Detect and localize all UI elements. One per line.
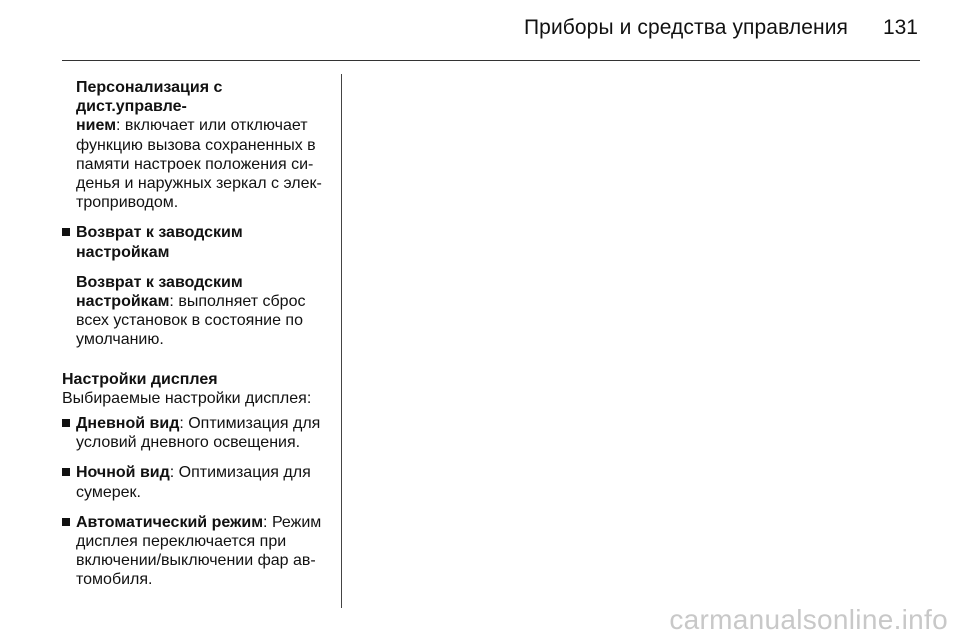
- term-text: настройкам: [76, 293, 170, 311]
- body-line: памяти настроек положения си-: [76, 155, 314, 173]
- bullet-square-icon: [62, 419, 70, 427]
- page-number: 131: [882, 16, 918, 39]
- body-line: денья и наружных зеркал с элек-: [76, 175, 322, 193]
- column-divider: [341, 74, 342, 608]
- bullet-item-auto-mode: [62, 513, 334, 590]
- bullet-item-day-view: [62, 414, 334, 452]
- body-line: включении/выключении фар ав-: [76, 552, 316, 570]
- body-line: всех установок в состояние по: [76, 312, 303, 330]
- body-line: томобиля.: [76, 571, 153, 589]
- watermark: carmanualsonline.info: [669, 604, 948, 635]
- body-text: : включает или отключает: [116, 117, 308, 135]
- bullet-item-factory-reset: [62, 223, 334, 261]
- section-intro: Выбираемые настройки дисплея:: [62, 389, 312, 407]
- body-text: : выполняет сброс: [169, 293, 306, 311]
- left-column: [62, 78, 334, 590]
- term-text: Возврат к заводским: [76, 273, 243, 291]
- body-line: условий дневного освещения.: [76, 434, 301, 452]
- body-line: троприводом.: [76, 194, 179, 212]
- bullet-label: Возврат к заводским настройкам: [76, 224, 243, 261]
- section-heading-display: Настройки дисплея: [62, 370, 218, 388]
- body-line: функцию вызова сохраненных в: [76, 136, 316, 154]
- term-text: Дневной вид: [76, 415, 180, 433]
- term-text: Персонализация с дист.управле-: [76, 79, 223, 116]
- bullet-square-icon: [62, 228, 70, 236]
- mirror-personalization-paragraph: [62, 78, 334, 212]
- header-title: Приборы и средства управления: [523, 16, 848, 39]
- bullet-square-icon: [62, 518, 70, 526]
- term-text: нием: [76, 117, 117, 135]
- body-text: : Оптимизация для: [169, 464, 311, 482]
- body-text: : Режим: [263, 513, 322, 531]
- body-line: сумерек.: [76, 483, 141, 501]
- bullet-item-night-view: [62, 463, 334, 501]
- bullet-square-icon: [62, 468, 70, 476]
- term-text: Автоматический режим: [76, 513, 264, 531]
- body-line: дисплея переключается при: [76, 533, 287, 551]
- factory-reset-paragraph: [62, 273, 334, 350]
- body-line: умолчанию.: [76, 331, 164, 349]
- term-text: Ночной вид: [76, 464, 170, 482]
- page-header: [62, 0, 920, 61]
- body-text: : Оптимизация для: [179, 415, 321, 433]
